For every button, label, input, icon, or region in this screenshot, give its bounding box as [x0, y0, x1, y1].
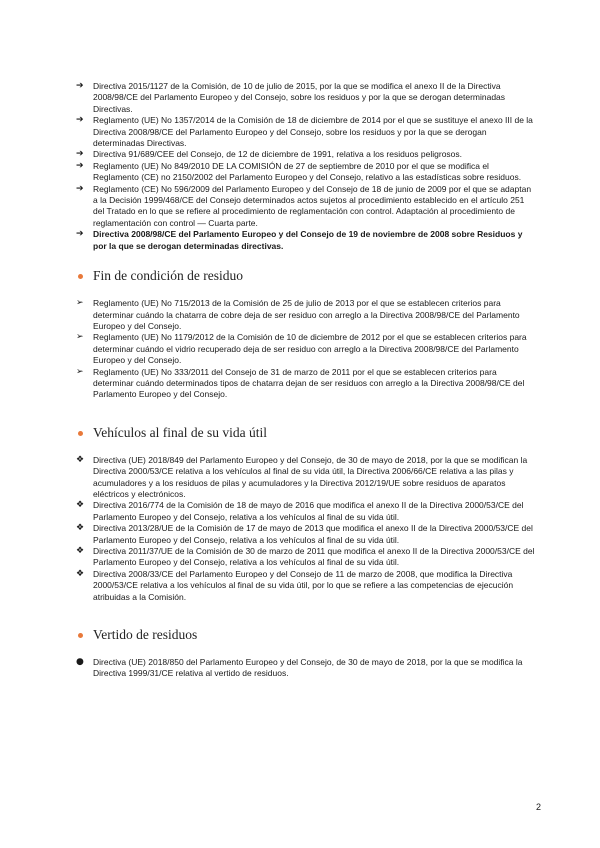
orange-dot-icon	[78, 633, 83, 638]
list-item: ➔ Reglamento (UE) No 849/2010 DE LA COMISIÓN de 27 de septiembre de 2010 por el que se modifica el Reglamento (CE) no 2150/2002 del Parlamento Europeo y del Consejo, relativo a las estadísticas sobre residuos.	[76, 160, 522, 183]
list-item: ➔ Directiva 2015/1127 de la Comisión, de 10 de julio de 2015, por la que se modifica el anexo II de la Directiva 2008/98/CE del Parlamento Europeo y del Consejo, sobre los residuos y por la que se derogan determinadas Directivas.	[76, 81, 506, 114]
list-item: ➔ Reglamento (CE) No 596/2009 del Parlamento Europeo y del Consejo de 18 de junio de 2009 por el que se adaptan a la Decisión 1999/468/CE del Consejo determinados actos sujetos al procedimiento establecido en el artículo 251 del Tratado en lo que se refiere al procedimiento de reglamentación con control. Adaptación al procedimiento de reglamentación con control — Cuarta parte.	[76, 183, 532, 228]
arrow-icon: ➔	[76, 160, 84, 171]
list-item: ❖ Directiva (UE) 2018/849 del Parlamento Europeo y del Consejo, de 30 de mayo de 2018, por la que se modifican la Directiva 2000/53/CE relativa a los vehículos al final de su vida útil, la Directiva 2006/66/CE relativa a las pilas y acumuladores y a los residuos de pilas y acumuladores y la Directiva 2012/19/UE sobre residuos de aparatos eléctricos y electrónicos.	[76, 454, 528, 499]
diamond-icon: ❖	[76, 500, 85, 511]
list-item: ➢ Reglamento (UE) No 1179/2012 de la Comisión de 10 de diciembre de 2012 por el que se establecen criterios para determinar cuándo el vidrio recuperado deja de ser residuo con arreglo a la Directiva 2008/98/CE del Parlamento Europeo y del Consejo.	[76, 332, 527, 366]
section-heading-fin: Fin de condición de residuo	[76, 268, 536, 284]
list-item: ➔ Reglamento (UE) No 1357/2014 de la Comisión de 18 de diciembre de 2014 por el que se sustituye el anexo III de la Directiva 2008/98/CE del Parlamento Europeo y del Consejo, sobre los residuos y por la que se derogan determinadas Directivas.	[76, 115, 533, 149]
dot-icon: ●	[76, 657, 84, 668]
diamond-icon: ❖	[76, 523, 85, 534]
list-item: ● Directiva (UE) 2018/850 del Parlamento Europeo y del Consejo, de 30 de mayo de 2018, por la que se modifica la Directiva 1999/31/CE relativa al vertido de residuos.	[76, 657, 523, 679]
fin-list	[76, 298, 536, 401]
diamond-icon: ❖	[76, 454, 85, 465]
arrow-icon: ➔	[76, 183, 84, 194]
list-item: ❖ Directiva 2016/774 de la Comisión de 18 de mayo de 2016 que modifica el anexo II de la Directiva 2000/53/CE del Parlamento Europeo y del Consejo, relativa a los vehículos al final de su vida útil.	[76, 500, 524, 522]
vehiculos-list	[76, 455, 536, 603]
list-item: ➔ Directiva 2008/98/CE del Parlamento Europeo y del Consejo de 19 de noviembre de 2008 sobre Residuos y por la que se derogan determinadas directivas.	[76, 229, 523, 251]
section-heading-vehiculos: Vehículos al final de su vida útil	[76, 425, 536, 441]
orange-dot-icon	[78, 431, 83, 436]
arrow-icon: ➔	[76, 115, 84, 126]
arrowhead-icon: ➢	[76, 298, 84, 309]
arrow-icon: ➔	[76, 81, 84, 91]
page-number: 2	[536, 802, 542, 812]
diamond-icon: ❖	[76, 568, 85, 579]
list-item: ❖ Directiva 2013/28/UE de la Comisión de 17 de mayo de 2013 que modifica el anexo II de la Directiva 2000/53/CE del Parlamento Europeo y del Consejo, relativa a los vehículos al final de su vida útil.	[76, 523, 533, 545]
arrow-icon: ➔	[76, 229, 84, 240]
list-item: ➢ Reglamento (UE) No 333/2011 del Consejo de 31 de marzo de 2011 por el que se establecen criterios para determinar cuándo determinados tipos de chatarra dejan de ser residuos con arreglo a la Directiva 2008/98/CE del Parlamento Europeo y del Consejo.	[76, 366, 525, 400]
list-item: ➢ Reglamento (UE) No 715/2013 de la Comisión de 25 de julio de 2013 por el que se establecen criterios para determinar cuándo la chatarra de cobre deja de ser residuo con arreglo a la Directiva 2008/98/CE del Parlamento Europeo y del Consejo.	[76, 298, 520, 331]
arrowhead-icon: ➢	[76, 332, 84, 343]
list-item: ➔ Directiva 91/689/CEE del Consejo, de 12 de diciembre de 1991, relativa a los residuos peligrosos.	[76, 149, 463, 160]
section-heading-vertido: Vertido de residuos	[76, 627, 536, 643]
vertido-list	[76, 657, 536, 680]
intro-list	[76, 81, 536, 252]
arrowhead-icon: ➢	[76, 366, 84, 377]
arrow-icon: ➔	[76, 149, 84, 160]
page-content	[76, 81, 536, 680]
orange-dot-icon	[78, 274, 83, 279]
list-item: ❖ Directiva 2011/37/UE de la Comisión de 30 de marzo de 2011 que modifica el anexo II de la Directiva 2000/53/CE del Parlamento Europeo y del Consejo, relativa a los vehículos al final de su vida útil.	[76, 546, 535, 568]
diamond-icon: ❖	[76, 546, 85, 556]
list-item: ❖ Directiva 2008/33/CE del Parlamento Europeo y del Consejo de 11 de marzo de 2008, que modifica la Directiva 2000/53/CE relativa a los vehículos al final de su vida útil, por lo que se refiere a las competencias de ejecución atribuidas a la Comisión.	[76, 568, 514, 602]
